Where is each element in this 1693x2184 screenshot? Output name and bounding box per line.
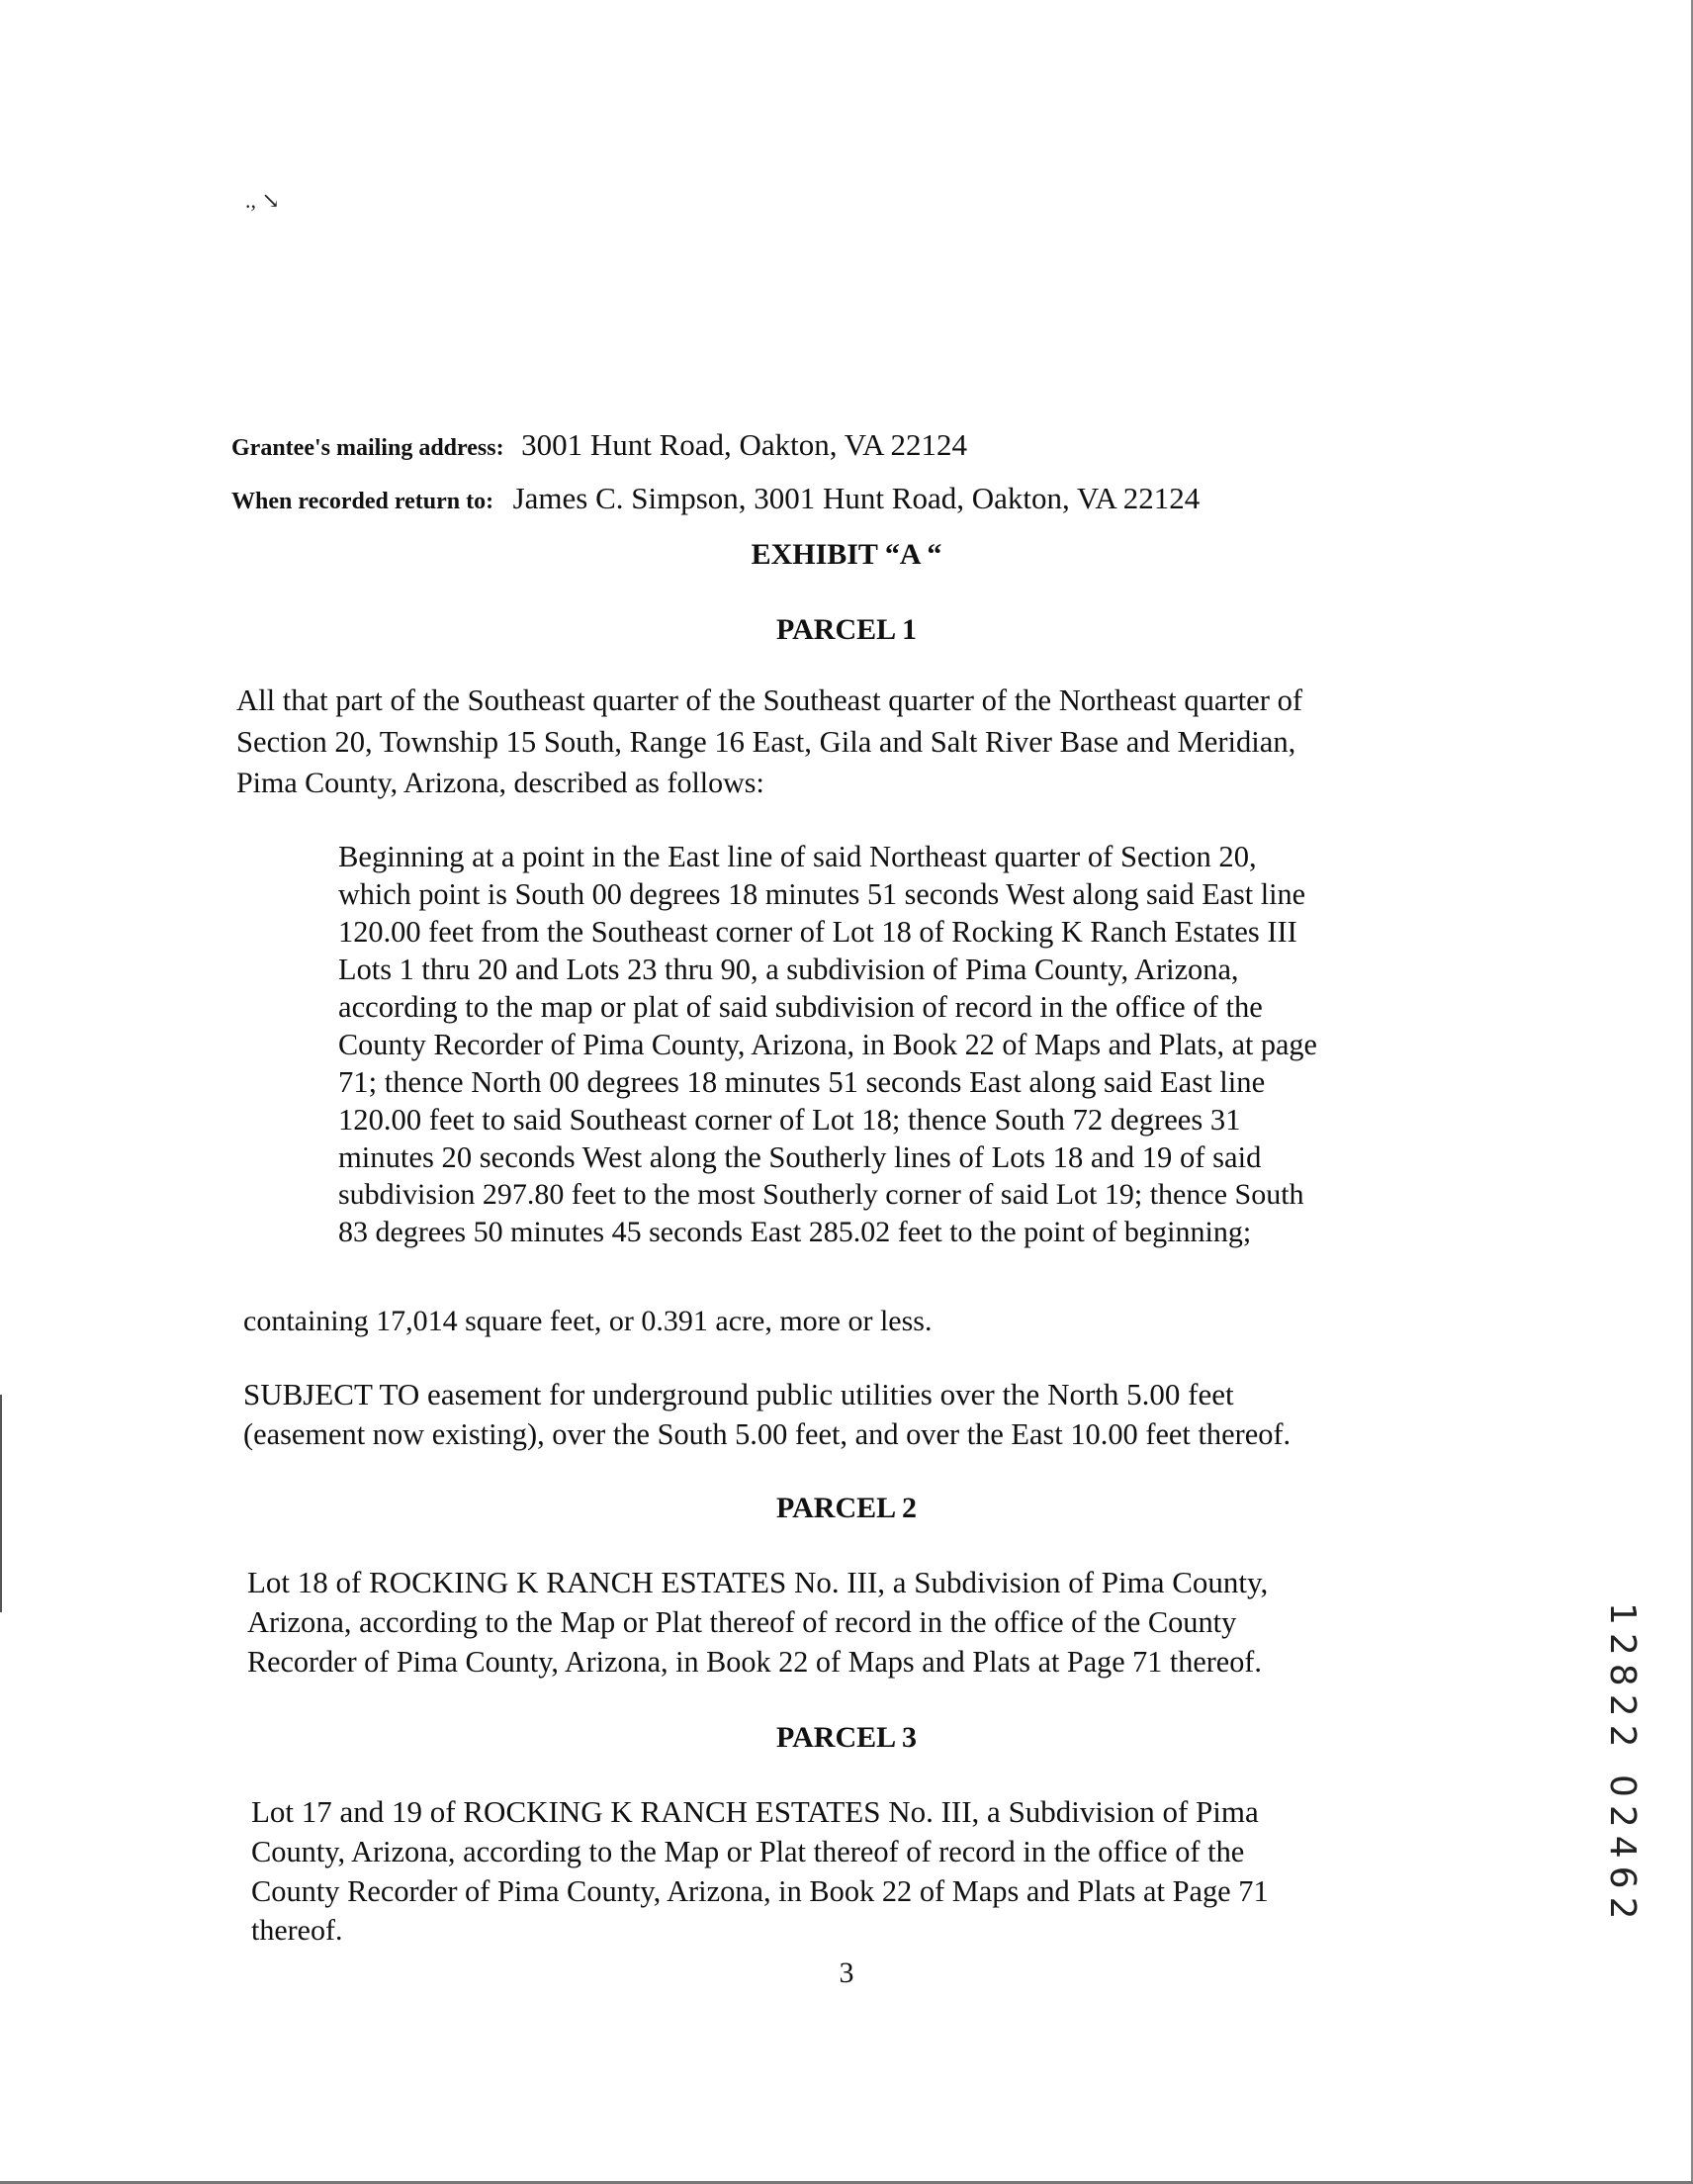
- parcel-1-area: containing 17,014 square feet, or 0.391 acre, more or less.: [243, 1305, 933, 1337]
- parcel-1-description-line: County Recorder of Pima County, Arizona, in Book 22 of Maps and Plats, at page: [338, 1028, 1317, 1061]
- mailing-address-label: Grantee's mailing address:: [231, 435, 504, 461]
- mailing-address-value: 3001 Hunt Road, Oakton, VA 22124: [521, 427, 968, 462]
- parcel-1-description-line: subdivision 297.80 feet to the most Southerly corner of said Lot 19; thence South: [338, 1178, 1304, 1211]
- return-to-row: [231, 481, 1200, 519]
- page-number: 3: [839, 1956, 854, 1989]
- parcel-3-line: thereof.: [251, 1914, 343, 1947]
- parcel-1-description-line: which point is South 00 degrees 18 minutes 51 seconds West along said East line: [338, 877, 1305, 911]
- parcel-1-description-line: 71; thence North 00 degrees 18 minutes 51 seconds East along said East line: [338, 1065, 1266, 1099]
- parcel-1-subject-line: (easement now existing), over the South 5.00 feet, and over the East 10.00 feet thereof.: [243, 1417, 1292, 1451]
- exhibit-title: EXHIBIT “A “: [751, 538, 942, 571]
- parcel-1-description-line: according to the map or plat of said subdivision of record in the office of the: [338, 990, 1263, 1024]
- recording-number-stamp: 12822 02462: [1602, 1602, 1643, 1928]
- parcel-1-description-line: Lots 1 thru 20 and Lots 23 thru 90, a subdivision of Pima County, Arizona,: [338, 953, 1239, 986]
- parcel-3-line: Lot 17 and 19 of ROCKING K RANCH ESTATES No. III, a Subdivision of Pima: [251, 1794, 1259, 1829]
- return-to-label: When recorded return to:: [231, 489, 494, 514]
- parcel-1-intro-line: Section 20, Township 15 South, Range 16 East, Gila and Salt River Base and Meridian,: [236, 725, 1296, 759]
- mailing-address-row: [231, 427, 967, 466]
- parcel-1-description-line: 120.00 feet to said Southeast corner of Lot 18; thence South 72 degrees 31: [338, 1103, 1241, 1137]
- parcel-1-description-line: 83 degrees 50 minutes 45 seconds East 285.02 feet to the point of beginning;: [338, 1216, 1252, 1248]
- parcel-1-description-line: Beginning at a point in the East line of said Northeast quarter of Section 20,: [338, 840, 1257, 873]
- parcel-1-heading: PARCEL 1: [776, 613, 917, 646]
- parcel-1-description-line: 120.00 feet from the Southeast corner of Lot 18 of Rocking K Ranch Estates III: [338, 915, 1297, 949]
- parcel-2-line: Recorder of Pima County, Arizona, in Book 22 of Maps and Plats at Page 71 thereof.: [247, 1645, 1262, 1679]
- parcel-1-subject-line: SUBJECT TO easement for underground public utilities over the North 5.00 feet: [243, 1377, 1234, 1411]
- parcel-3-line: County Recorder of Pima County, Arizona, in Book 22 of Maps and Plats at Page 71: [251, 1874, 1269, 1908]
- parcel-2-heading: PARCEL 2: [776, 1492, 917, 1524]
- parcel-2-line: Lot 18 of ROCKING K RANCH ESTATES No. III, a Subdivision of Pima County,: [247, 1565, 1269, 1599]
- parcel-1-intro-line: Pima County, Arizona, described as follows:: [236, 767, 764, 799]
- parcel-3-line: County, Arizona, according to the Map or Plat thereof of record in the office of the: [251, 1835, 1245, 1868]
- parcel-3-heading: PARCEL 3: [776, 1721, 917, 1754]
- parcel-1-intro-line: All that part of the Southeast quarter of the Southeast quarter of the Northeast quarter of: [236, 683, 1303, 717]
- parcel-1-description-line: minutes 20 seconds West along the Southerly lines of Lots 18 and 19 of said: [338, 1140, 1262, 1174]
- parcel-2-line: Arizona, according to the Map or Plat thereof of record in the office of the County: [247, 1605, 1237, 1639]
- return-to-value: James C. Simpson, 3001 Hunt Road, Oakton, VA 22124: [512, 481, 1201, 515]
- scan-mark: ., ↘: [245, 188, 280, 213]
